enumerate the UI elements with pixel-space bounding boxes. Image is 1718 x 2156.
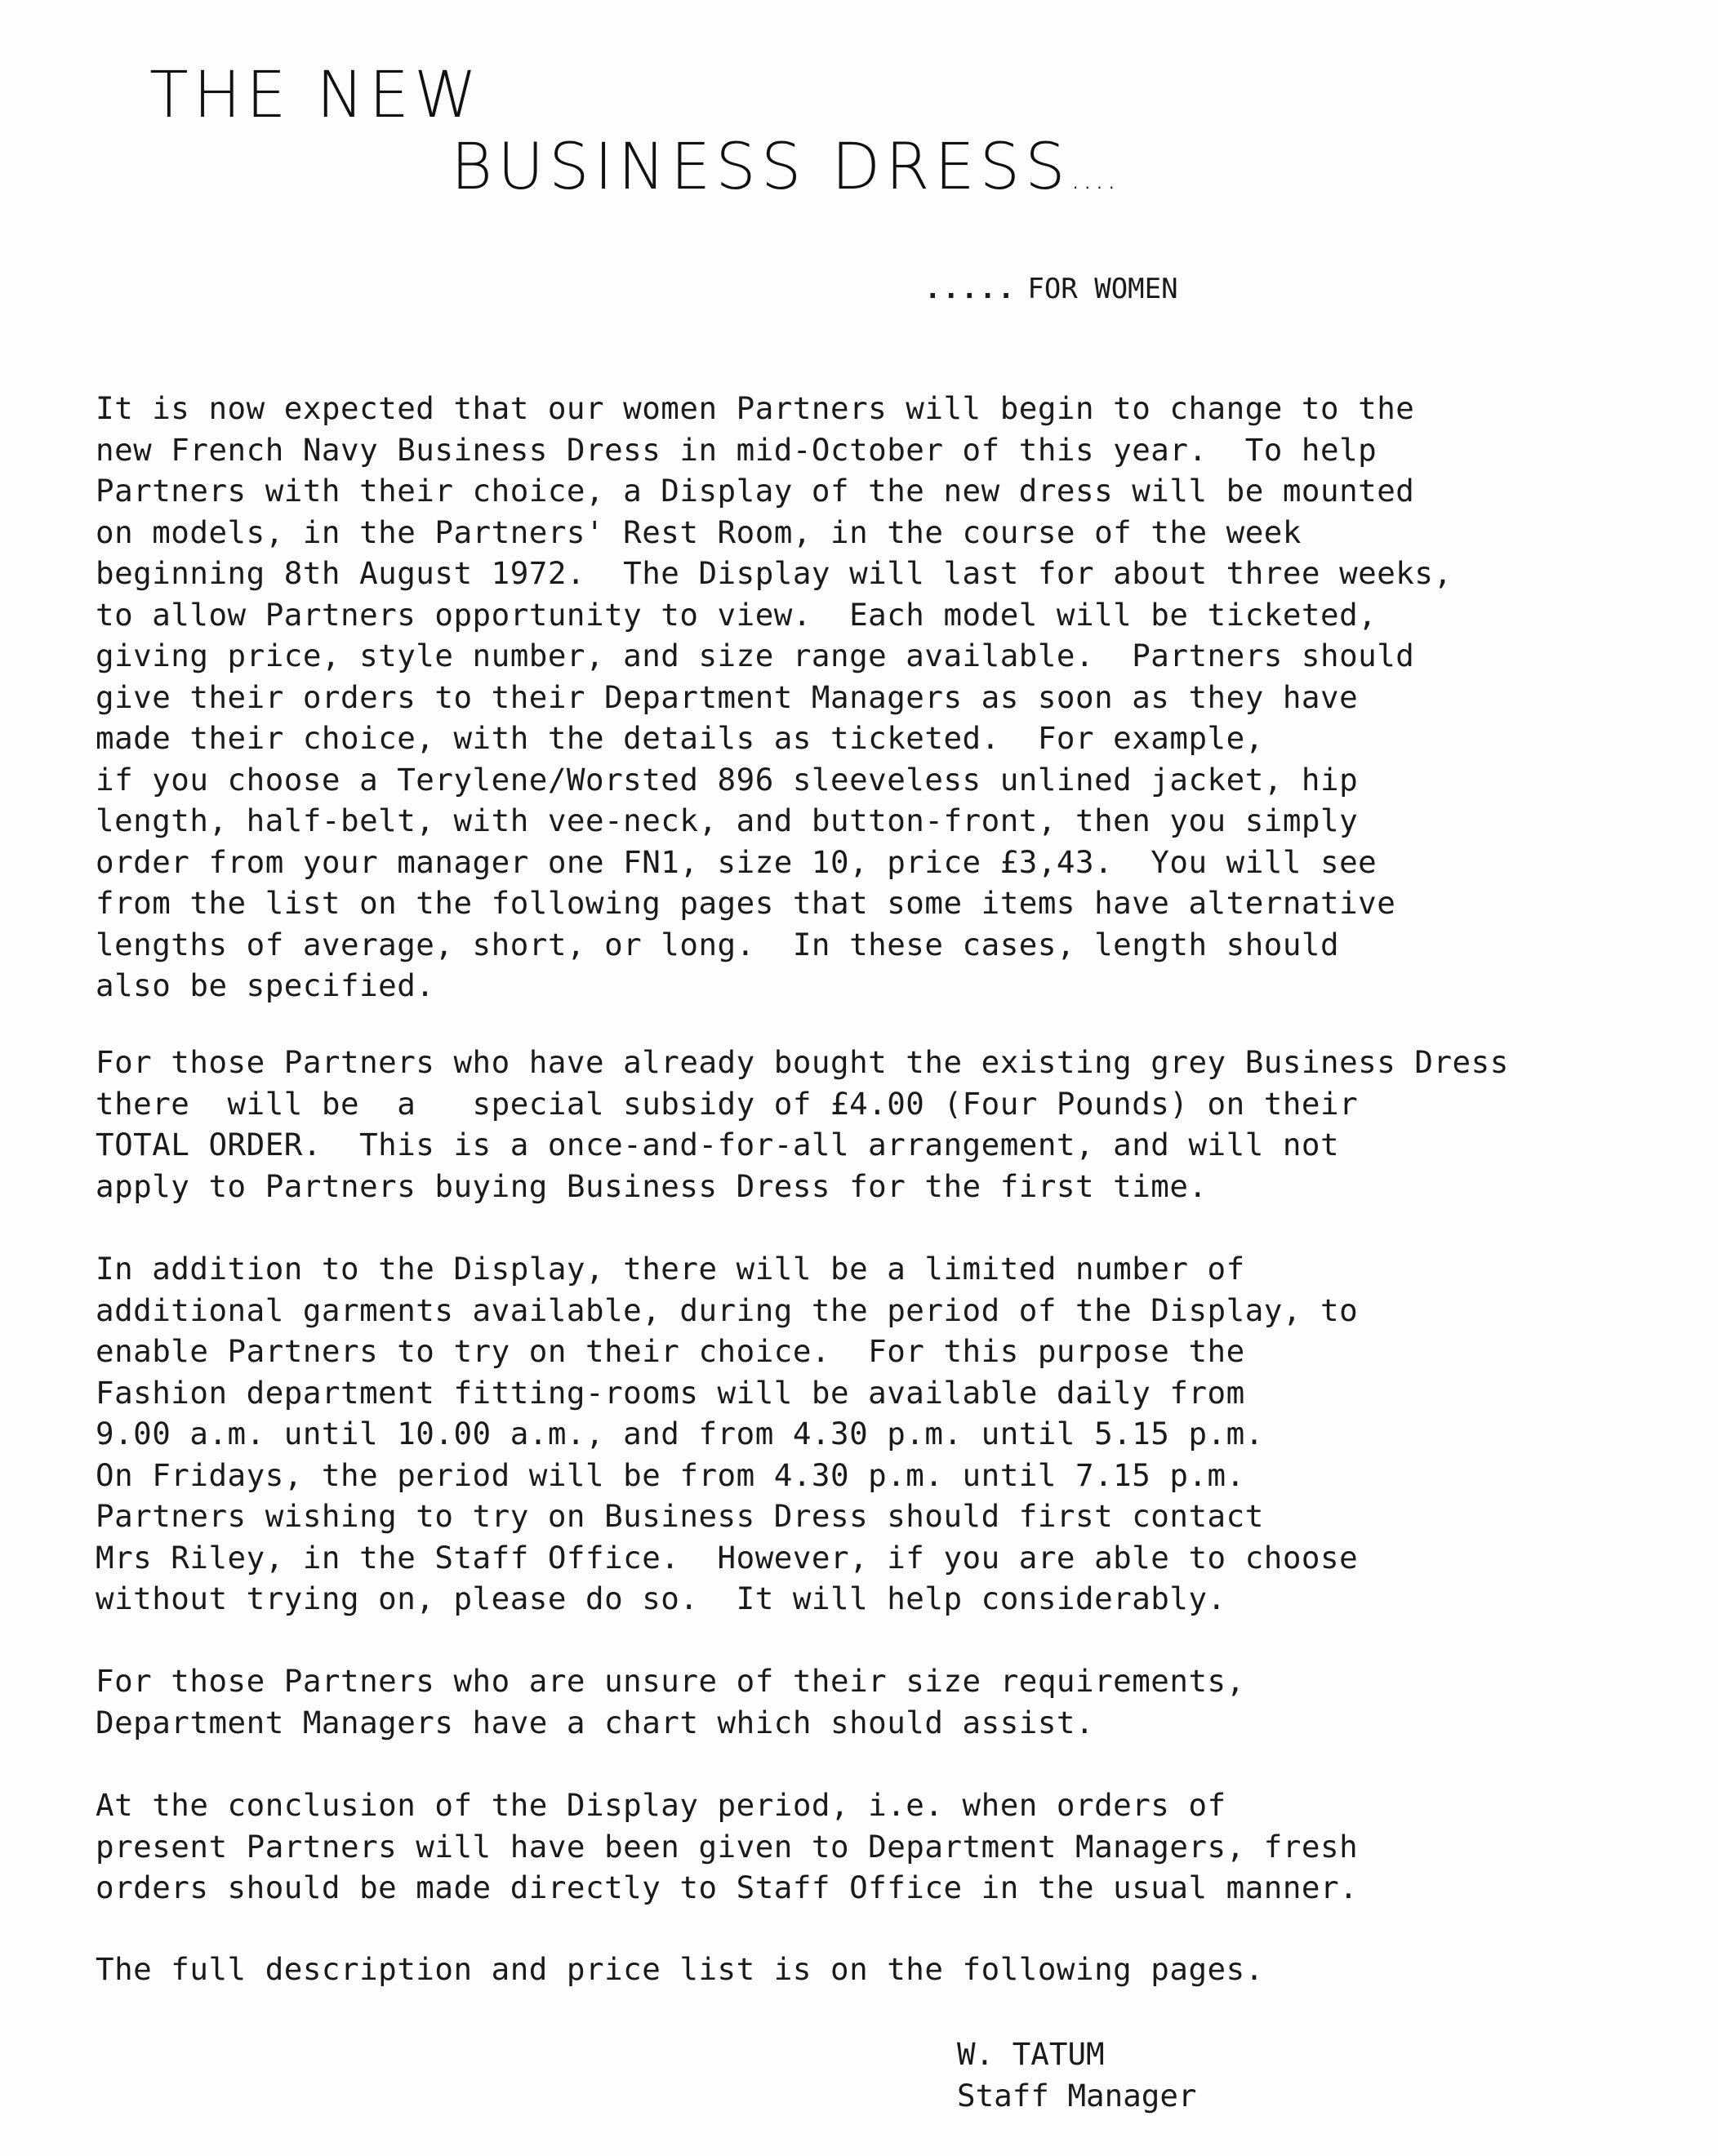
text-line: 9.00 a.m. until 10.00 a.m., and from 4.30 p.m. until 5.15 p.m. <box>96 1416 1264 1451</box>
text-line: to allow Partners opportunity to view. Each model will be ticketed, <box>96 596 1378 633</box>
text-line: if you choose a Terylene/Worsted 896 sleeveless unlined jacket, hip <box>96 761 1359 798</box>
text-line: In addition to the Display, there will be a limited number of <box>96 1251 1245 1287</box>
text-line: on models, in the Partners' Rest Room, in the course of the week <box>96 513 1302 550</box>
text-line: from the list on the following pages that some items have alternative <box>96 885 1396 921</box>
title-dots: .... <box>1070 159 1119 197</box>
text-line: new French Navy Business Dress in mid-October of this year. To help <box>96 431 1378 468</box>
title-line-2 <box>451 131 1119 204</box>
paragraph-fitting-rooms <box>96 1248 1696 1620</box>
title-line-1-text: THE NEW <box>149 59 483 132</box>
text-line: made their choice, with the details as ticketed. For example, <box>96 720 1264 756</box>
text-line: give their orders to their Department Managers as soon as they have <box>96 678 1359 715</box>
text-line: length, half-belt, with vee-neck, and button-front, then you simply <box>96 802 1359 838</box>
text-line: The full description and price list is on the following pages. <box>96 1951 1264 1987</box>
paragraph-special-subsidy <box>96 1042 1696 1207</box>
text-line: For those Partners who have already bought the existing grey Business Dress <box>96 1044 1509 1080</box>
text-line: On Fridays, the period will be from 4.30 p.m. until 7.15 p.m. <box>96 1456 1245 1493</box>
text-line: giving price, style number, and size range available. Partners should <box>96 638 1415 673</box>
text-line: orders should be made directly to Staff Office in the usual manner. <box>96 1869 1359 1905</box>
text-line: TOTAL ORDER. This is a once-and-for-all arrangement, and will not <box>96 1127 1340 1162</box>
subtitle-dots: ..... <box>924 273 1017 305</box>
text-line: Department Managers have a chart which should assist. <box>96 1704 1095 1740</box>
subtitle-text: FOR WOMEN <box>1027 273 1178 305</box>
signature-name: W. TATUM <box>957 2036 1105 2072</box>
text-line: without trying on, please do so. It will help considerably. <box>96 1580 1226 1616</box>
text-line: Mrs Riley, in the Staff Office. However, if you are able to choose <box>96 1539 1359 1576</box>
text-line: For those Partners who are unsure of their size requirements, <box>96 1663 1245 1699</box>
text-line: lengths of average, short, or long. In these cases, length should <box>96 926 1340 962</box>
text-line: also be specified. <box>96 967 435 1003</box>
text-line: Fashion department fitting-rooms will be available daily from <box>96 1374 1245 1411</box>
title-line-1 <box>149 59 483 132</box>
text-line: enable Partners to try on their choice. For this purpose the <box>96 1333 1245 1369</box>
text-line: Partners wishing to try on Business Dress should first contact <box>96 1498 1264 1534</box>
signature-block <box>957 2034 1197 2116</box>
paragraph-display-announcement <box>96 388 1696 1007</box>
title-line-2-text: BUSINESS DRESS <box>451 131 1070 204</box>
paragraph-fresh-orders <box>96 1785 1696 1909</box>
text-line: there will be a special subsidy of £4.00 (Four Pounds) on their <box>96 1085 1359 1122</box>
text-line: Partners with their choice, a Display of the new dress will be mounted <box>96 473 1415 509</box>
text-line: additional garments available, during the period of the Display, to <box>96 1291 1359 1328</box>
text-line: apply to Partners buying Business Dress for the first time. <box>96 1167 1208 1204</box>
text-line: beginning 8th August 1972. The Display will last for about three weeks, <box>96 555 1453 591</box>
subtitle <box>924 273 1178 305</box>
text-line: At the conclusion of the Display period, i.e. when orders of <box>96 1787 1226 1823</box>
text-line: order from your manager one FN1, size 10, price £3,43. You will see <box>96 843 1378 880</box>
text-line: present Partners will have been given to Department Managers, fresh <box>96 1828 1359 1865</box>
signature-role: Staff Manager <box>957 2077 1197 2114</box>
paragraph-price-list <box>96 1949 1696 1990</box>
paragraph-size-chart <box>96 1660 1696 1743</box>
text-line: It is now expected that our women Partners will begin to change to the <box>96 390 1415 426</box>
